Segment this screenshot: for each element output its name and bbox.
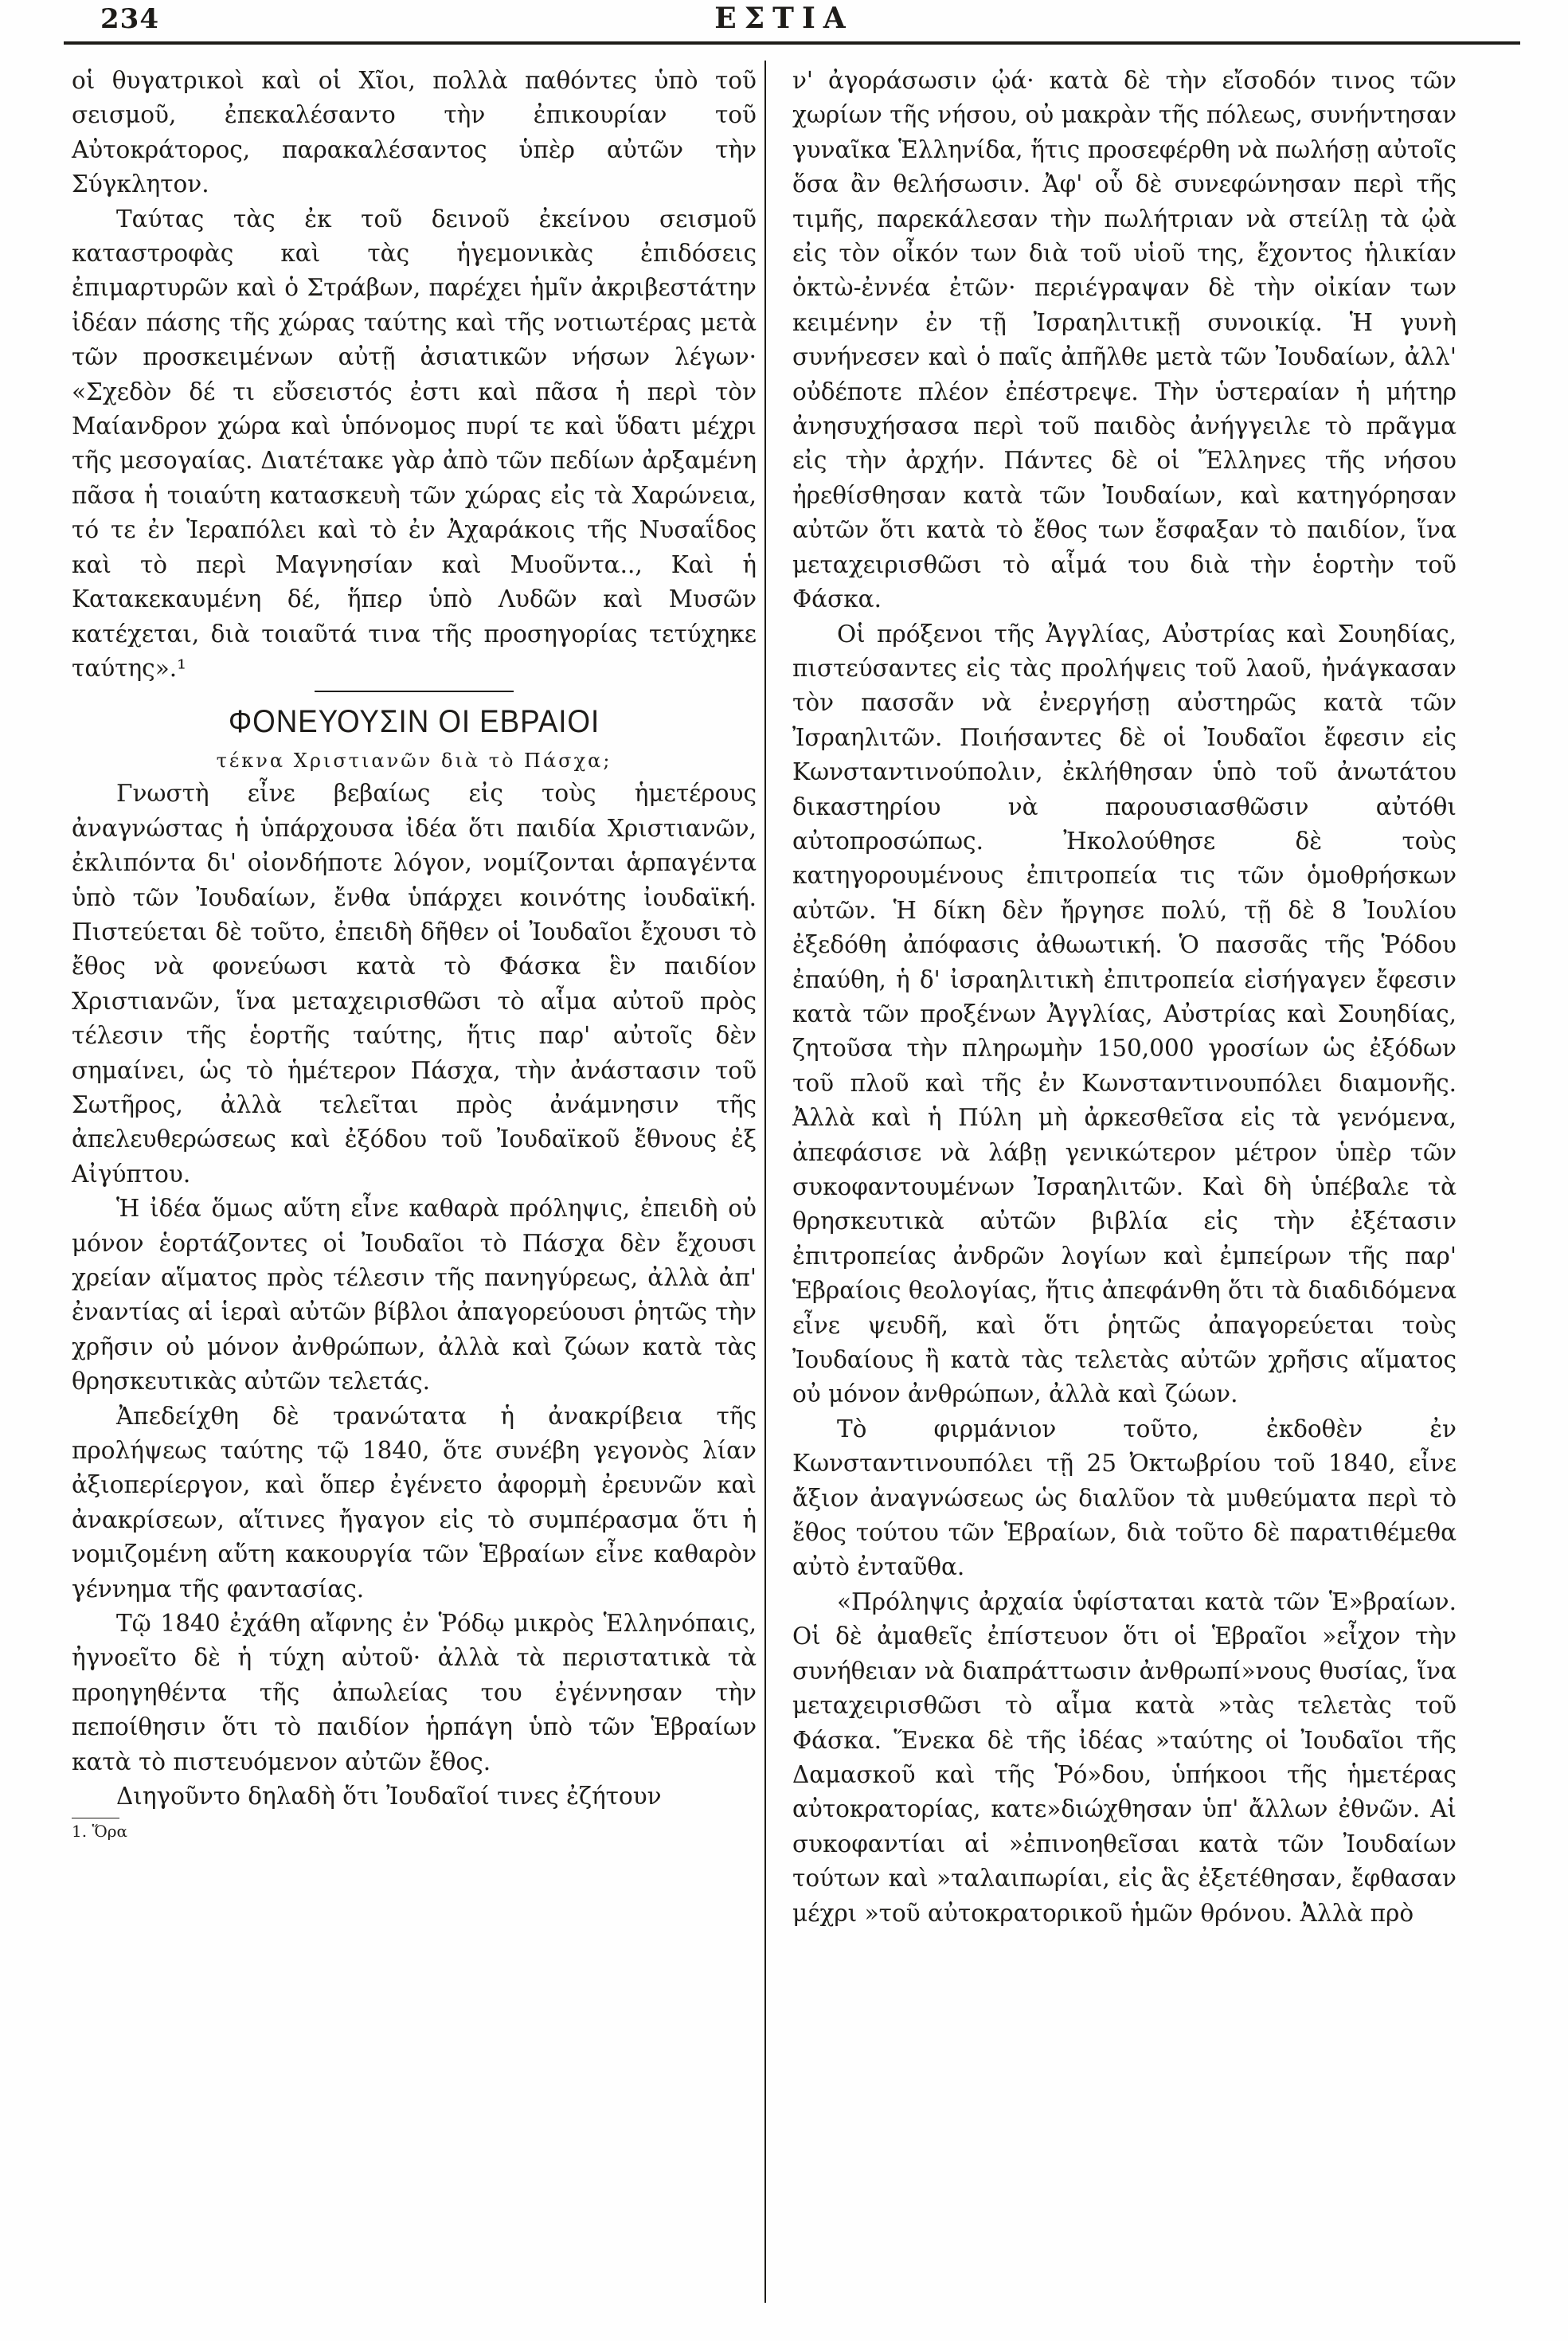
paragraph: Τῷ 1840 ἐχάθη αἴφνης ἐν Ῥόδῳ μικρὸς Ἑλληνόπαις, ἠγνοεῖτο δὲ ἡ τύχη αὐτοῦ· ἀλλὰ τὰ περιστατικὰ τὰ προηγηθέντα τῆς ἀπωλείας του ἐγέννησαν τὴν πεποίθησιν ὅτι τὸ παιδίον ἡρπάγη ὑπὸ τῶν Ἑβραίων κατὰ τὸ πιστευόμενον αὐτῶν ἔθος. — [72, 1610, 757, 1775]
section-divider — [315, 691, 514, 692]
article-heading: ΦΟΝΕΥΟΥΣΙΝ ΟΙ ΕΒΡΑΙΟΙ — [228, 704, 600, 740]
footnote: 1. Ὅρα — [72, 1821, 127, 1841]
paragraph: Διηγοῦντο δηλαδὴ ὅτι Ἰουδαῖοί τινες ἐζήτουν — [116, 1783, 662, 1811]
column-divider — [764, 61, 766, 2303]
paragraph: Τὸ φιρμάνιον τοῦτο, ἐκδοθὲν ἐν Κωνσταντινουπόλει τῇ 25 Ὀκτωβρίου τοῦ 1840, εἶνε ἄξιον ἀναγνώσεως ὡς διαλῦον τὰ μυθεύματα περὶ τὸ ἔθος τούτου τῶν Ἑβραίων, διὰ τοῦτο δὲ παρατιθέμεθα αὐτὸ ἐνταῦθα. — [792, 1415, 1457, 1581]
paragraph: Οἱ πρόξενοι τῆς Ἀγγλίας, Αὐστρίας καὶ Σουηδίας, πιστεύσαντες εἰς τὰς προλήψεις τοῦ λαοῦ, ἠνάγκασαν τὸν πασσᾶν νὰ ἐνεργήσῃ αὐστηρῶς κατὰ τῶν Ἰσραηλιτῶν. Ποιήσαντες δὲ οἱ Ἰουδαῖοι ἔφεσιν εἰς Κωνσταντινούπολιν, ἐκλήθησαν ὑπὸ τοῦ ἀνωτάτου δικαστηρίου νὰ παρουσιασθῶσιν αὐτόθι αὐτοπροσώπως. Ἠκολούθησε δὲ τοὺς κατηγορουμένους ἐπιτροπεία τις τῶν ὁμοθρήσκων αὐτῶν. Ἡ δίκη δὲν ἤργησε πολύ, τῇ δὲ 8 Ἰουλίου ἐξεδόθη ἀπόφασις ἀθωωτική. Ὁ πασσᾶς τῆς Ῥόδου ἐπαύθη, ἡ δ' ἰσραηλιτικὴ ἐπιτροπεία εἰσήγαγεν ἔφεσιν κατὰ τῶν προξένων Ἀγγλίας, Αὐστρίας καὶ Σουηδίας, ζητοῦσα τὴν πληρωμὴν 150,000 γροσίων ὡς ἐξόδων τοῦ πλοῦ καὶ τῆς ἐν Κωνσταντινουπόλει διαμονῆς. Ἀλλὰ καὶ ἡ Πύλη μὴ ἀρκεσθεῖσα εἰς τὰ γενόμενα, ἀπεφάσισε νὰ λάβῃ γενικώτερον μέτρον ὑπὲρ τῶν συκοφαντουμένων Ἰσραηλιτῶν. Καὶ δὴ ὑπέβαλε τὰ θρησκευτικὰ αὐτῶν βιβλία εἰς τὴν ἐξέτασιν ἐπιτροπείας ἀνδρῶν λογίων καὶ ἐμπείρων τῆς παρ' Ἑβραίοις θεολογίας, ἥτις ἀπεφάνθη ὅτι τὰ διαδιδόμενα εἶνε ψευδῆ, καὶ ὅτι ῥητῶς ἀπαγορεύεται τοὺς Ἰουδαίους ἢ κατὰ τὰς τελετὰς αὐτῶν χρῆσις αἵματος οὐ μόνον ἀνθρώπων, ἀλλὰ καὶ ζώων. — [792, 620, 1457, 1408]
paragraph: Ἡ ἰδέα ὅμως αὕτη εἶνε καθαρὰ πρόληψις, ἐπειδὴ οὐ μόνον ἑορτάζοντες οἱ Ἰουδαῖοι τὸ Πάσχα δὲν ἔχουσι χρείαν αἵματος πρὸς τέλεσιν τῆς πανηγύρεως, ἀλλὰ ἀπ' ἐναντίας αἱ ἱεραὶ αὐτῶν βίβλοι ἀπαγορεύουσι ῥητῶς τὴν χρῆσιν οὐ μόνον ἀνθρώπων, ἀλλὰ καὶ ζώων κατὰ τὰς θρησκευτικὰς αὐτῶν τελετάς. — [72, 1195, 757, 1396]
left-column — [72, 64, 757, 1842]
quoted-firman: «Πρόληψις ἀρχαία ὑφίσταται κατὰ τῶν Ἑ»βραίων. Οἱ δὲ ἀμαθεῖς ἐπίστευον ὅτι οἱ Ἑβραῖοι »εἶχον τὴν συνήθειαν νὰ διαπράττωσιν ἀνθρωπί»νους θυσίας, ἵνα μεταχειρισθῶσι τὸ αἷμα κατὰ »τὰς τελετὰς τοῦ Φάσκα. Ἕνεκα δὲ τῆς ἰδέας »ταύτης οἱ Ἰουδαῖοι τῆς Δαμασκοῦ καὶ τῆς Ῥό»δου, ὑπήκοοι τῆς ἡμετέρας αὐτοκρατορίας, κατε»διώχθησαν ὑπ' ἄλλων ἐθνῶν. Αἱ συκοφαντίαι αἱ »ἐπινοηθεῖσαι κατὰ τῶν Ἰουδαίων τούτων καὶ »ταλαιπωρίαι, εἰς ἃς ἐξετέθησαν, ἔφθασαν μέχρι »τοῦ αὐτοκρατορικοῦ ἡμῶν θρόνου. Ἀλλὰ πρὸ — [792, 1587, 1457, 1927]
running-title: ΕΣΤΙΑ — [714, 2, 854, 35]
paragraph: οἱ θυγατρικοὶ καὶ οἱ Χῖοι, πολλὰ παθόντες ὑπὸ τοῦ σεισμοῦ, ἐπεκαλέσαντο τὴν ἐπικουρίαν τοῦ Αὐτοκράτορος, παρακαλέσαντος ὑπὲρ αὐτῶν τὴν Σύγκλητον. — [72, 67, 757, 198]
page-number: 234 — [100, 3, 159, 35]
page-header — [0, 0, 1568, 51]
paragraph: Ταύτας τὰς ἐκ τοῦ δεινοῦ ἐκείνου σεισμοῦ καταστροφὰς καὶ τὰς ἡγεμονικὰς ἐπιδόσεις ἐπιμαρτυρῶν καὶ ὁ Στράβων, παρέχει ἡμῖν ἀκριβεστάτην ἰδέαν πάσης τῆς χώρας ταύτης καὶ τῆς νοτιωτέρας μετὰ τῶν προσκειμένων αὐτῇ ἀσιατικῶν νήσων λέγων· «Σχεδὸν δέ τι εὔσειστός ἐστι καὶ πᾶσα ἡ περὶ τὸν Μαίανδρον χώρα καὶ ὑπόνομος πυρί τε καὶ ὕδατι μέχρι τῆς μεσογαίας. Διατέτακε γὰρ ἀπὸ τῶν πεδίων ἀρξαμένη πᾶσα ἡ τοιαύτη κατασκευὴ τῶν χώρας εἰς τὰ Χαρώνεια, τό τε ἐν Ἱεραπόλει καὶ τὸ ἐν Ἀχαράκοις τῆς Νυσαΐδος καὶ τὸ περὶ Μαγνησίαν καὶ Μυοῦντα.., Καὶ ἡ Κατακεκαυμένη δέ, ἥπερ ὑπὸ Λυδῶν καὶ Μυσῶν κατέχεται, διὰ τοιαῦτά τινα τῆς προσηγορίας τετύχηκε ταύτης».¹ — [72, 205, 757, 682]
paragraph: Ἀπεδείχθη δὲ τρανώτατα ἡ ἀνακρίβεια τῆς προλήψεως ταύτης τῷ 1840, ὅτε συνέβη γεγονὸς λίαν ἀξιοπερίεργον, καὶ ὅπερ ἐγένετο ἀφορμὴ ἐρευνῶν καὶ ἀνακρίσεων, αἵτινες ἤγαγον εἰς τὸ συμπέρασμα ὅτι ἡ νομιζομένη αὕτη κακουργία τῶν Ἑβραίων εἶνε καθαρὸν γέννημα τῆς φαντασίας. — [72, 1402, 757, 1603]
paragraph: ν' ἀγοράσωσιν ᾠά· κατὰ δὲ τὴν εἴσοδόν τινος τῶν χωρίων τῆς νήσου, οὐ μακρὰν τῆς πόλεως, συνήντησαν γυναῖκα Ἑλληνίδα, ἥτις προσεφέρθη νὰ πωλήσῃ αὐτοῖς ὅσα ἂν θελήσωσιν. Ἀφ' οὗ δὲ συνεφώνησαν περὶ τῆς τιμῆς, παρεκάλεσαν τὴν πωλήτριαν νὰ στείλῃ τὰ ᾠὰ εἰς τὸν οἶκόν των διὰ τοῦ υἱοῦ της, ἔχοντος ἡλικίαν ὀκτὼ-ἐννέα ἐτῶν· περιέγραψαν δὲ τὴν οἰκίαν των κειμένην ἐν τῇ Ἰσραηλιτικῇ συνοικίᾳ. Ἡ γυνὴ συνήνεσεν καὶ ὁ παῖς ἀπῆλθε μετὰ τῶν Ἰουδαίων, ἀλλ' οὐδέποτε πλέον ἐπέστρεψε. Τὴν ὑστεραίαν ἡ μήτηρ ἀνησυχήσασα περὶ τοῦ παιδὸς ἀνήγγειλε τὸ πρᾶγμα εἰς τὴν ἀρχήν. Πάντες δὲ οἱ Ἕλληνες τῆς νήσου ἠρεθίσθησαν κατὰ τῶν Ἰουδαίων, καὶ κατηγόρησαν αὐτῶν ὅτι κατὰ τὸ ἔθος των ἔσφαξαν τὸ παιδίον, ἵνα μεταχειρισθῶσι τὸ αἷμά του διὰ τὴν ἑορτὴν τοῦ Φάσκα. — [792, 67, 1457, 613]
right-column — [792, 64, 1457, 1931]
article-subheading: τέκνα Χριστιανῶν διὰ τὸ Πάσχα; — [216, 750, 612, 773]
paragraph: Γνωστὴ εἶνε βεβαίως εἰς τοὺς ἡμετέρους ἀναγνώστας ἡ ὑπάρχουσα ἰδέα ὅτι παιδία Χριστιανῶν, ἐκλιπόντα δι' οἰονδήποτε λόγον, νομίζονται ἁρπαγέντα ὑπὸ τῶν Ἰουδαίων, ἔνθα ὑπάρχει κοινότης ἰουδαϊκή. Πιστεύεται δὲ τοῦτο, ἐπειδὴ δῆθεν οἱ Ἰουδαῖοι ἔχουσι τὸ ἔθος νὰ φονεύωσι κατὰ τὸ Φάσκα ἓν παιδίον Χριστιανῶν, ἵνα μεταχειρισθῶσι τὸ αἷμα αὐτοῦ πρὸς τέλεσιν τῆς ἑορτῆς ταύτης, ἥτις παρ' αὐτοῖς δὲν σημαίνει, ὡς τὸ ἡμέτερον Πάσχα, τὴν ἀνάστασιν τοῦ Σωτῆρος, ἀλλὰ τελεῖται πρὸς ἀνάμνησιν τῆς ἀπελευθερώσεως καὶ ἐξόδου τοῦ Ἰουδαϊκοῦ ἔθνους ἐξ Αἰγύπτου. — [72, 780, 757, 1188]
header-rule — [64, 41, 1520, 45]
